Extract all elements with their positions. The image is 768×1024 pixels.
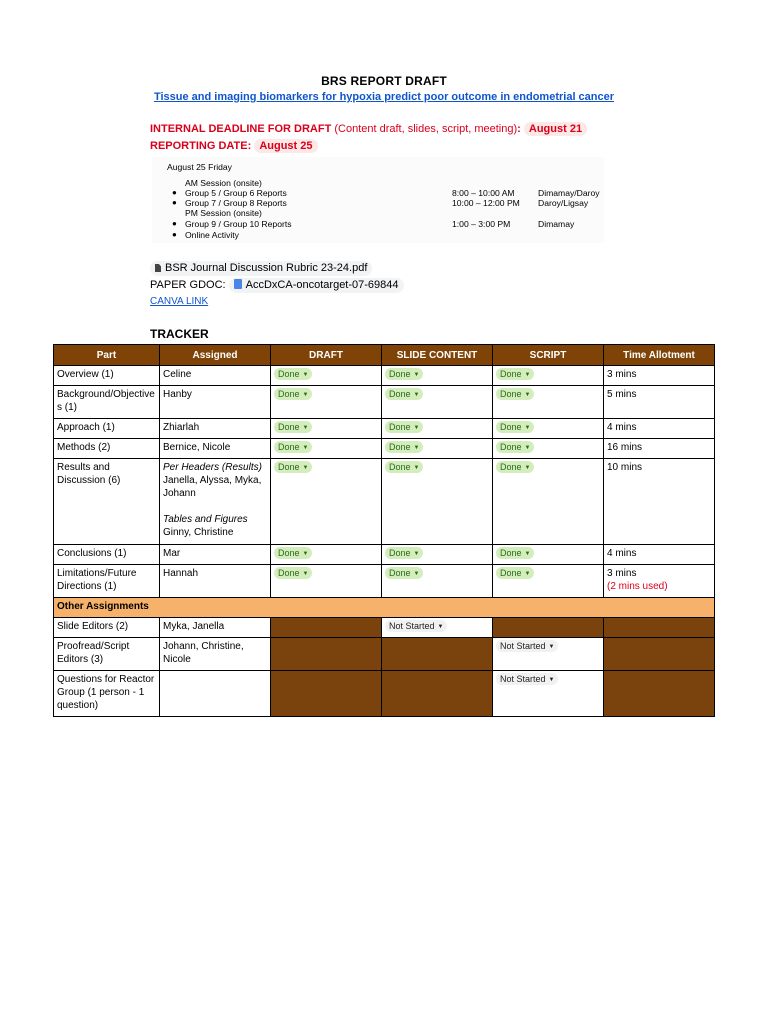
slide-content-cell: [382, 439, 493, 459]
paper-gdoc-label: PAPER GDOC:: [150, 279, 226, 291]
slide-content-cell: [382, 419, 493, 439]
part-cell: Slide Editors (2): [54, 618, 160, 638]
time-cell: 16 mins: [604, 439, 715, 459]
status-chip[interactable]: Done ▼: [274, 421, 312, 433]
draft-cell: [271, 366, 382, 386]
draft-cell: [271, 439, 382, 459]
chevron-down-icon: ▼: [548, 677, 555, 683]
blocked-cell: [271, 671, 382, 717]
tables-figures-assignees: Ginny, Christine: [163, 527, 234, 538]
part-cell: Conclusions (1): [54, 545, 160, 565]
time-cell: [604, 565, 715, 598]
table-row: [54, 419, 715, 439]
chevron-down-icon: ▼: [302, 465, 309, 471]
chevron-down-icon: ▼: [413, 425, 420, 431]
script-cell: [493, 545, 604, 565]
rubric-file-chip[interactable]: [150, 261, 372, 276]
section-row: [54, 598, 715, 618]
schedule-time: 8:00 – 10:00 AM: [452, 188, 515, 198]
table-row: [54, 671, 715, 717]
blocked-cell: [382, 638, 493, 671]
schedule-item: Group 9 / Group 10 Reports: [185, 219, 292, 229]
status-chip[interactable]: Done ▼: [496, 388, 534, 400]
chevron-down-icon: ▼: [302, 445, 309, 451]
bullet-icon: ●: [172, 230, 177, 239]
assigned-cell: Johann, Christine, Nicole: [160, 638, 271, 671]
status-chip[interactable]: Done ▼: [274, 368, 312, 380]
paper-title-link[interactable]: Tissue and imaging biomarkers for hypoxia predict poor outcome in endometrial cancer: [153, 91, 615, 103]
time-cell: 10 mins: [604, 459, 715, 545]
schedule-who: Daroy/Ligsay: [538, 198, 589, 208]
table-row: [54, 565, 715, 598]
schedule-time: 1:00 – 3:00 PM: [452, 219, 511, 229]
status-chip[interactable]: Done ▼: [274, 461, 312, 473]
time-cell: 5 mins: [604, 386, 715, 419]
status-chip[interactable]: Not Started ▼: [496, 673, 558, 685]
status-chip[interactable]: Done ▼: [385, 547, 423, 559]
script-cell: [493, 565, 604, 598]
blocked-cell: [271, 638, 382, 671]
column-header: Time Allotment: [604, 345, 715, 366]
chevron-down-icon: ▼: [548, 644, 555, 650]
slide-content-cell: [382, 459, 493, 545]
rubric-file-name: BSR Journal Discussion Rubric 23-24.pdf: [165, 262, 368, 274]
status-chip[interactable]: Done ▼: [385, 461, 423, 473]
chevron-down-icon: ▼: [302, 425, 309, 431]
chevron-down-icon: ▼: [413, 392, 420, 398]
status-chip[interactable]: Done ▼: [385, 388, 423, 400]
table-row: [54, 618, 715, 638]
blocked-cell: [271, 618, 382, 638]
blocked-cell: [604, 671, 715, 717]
part-cell: Limitations/Future Directions (1): [54, 565, 160, 598]
part-cell: Overview (1): [54, 366, 160, 386]
tables-figures-subheading: Tables and Figures: [163, 514, 248, 525]
draft-cell: [271, 545, 382, 565]
slide-content-cell: [382, 386, 493, 419]
assigned-cell: Hanby: [160, 386, 271, 419]
time-note: (2 mins used): [607, 581, 668, 592]
column-header: DRAFT: [271, 345, 382, 366]
chevron-down-icon: ▼: [413, 571, 420, 577]
part-cell: Methods (2): [54, 439, 160, 459]
status-chip[interactable]: Done ▼: [496, 461, 534, 473]
status-chip[interactable]: Done ▼: [496, 368, 534, 380]
script-cell: [493, 439, 604, 459]
table-row: [54, 638, 715, 671]
deadline-note: (Content draft, slides, script, meeting): [334, 123, 518, 135]
draft-cell: [271, 459, 382, 545]
chevron-down-icon: ▼: [413, 465, 420, 471]
chevron-down-icon: ▼: [437, 624, 444, 630]
column-header: Assigned: [160, 345, 271, 366]
chevron-down-icon: ▼: [413, 551, 420, 557]
chevron-down-icon: ▼: [413, 445, 420, 451]
deadline-label: INTERNAL DEADLINE FOR DRAFT: [150, 123, 332, 135]
status-chip[interactable]: Not Started ▼: [496, 640, 558, 652]
tracker-heading: TRACKER: [150, 327, 209, 341]
time-value: 3 mins: [607, 568, 637, 579]
part-cell: Background/Objectives (1): [54, 386, 160, 419]
assigned-cell: Myka, Janella: [160, 618, 271, 638]
draft-cell: [271, 386, 382, 419]
status-chip[interactable]: Not Started ▼: [385, 620, 447, 632]
script-cell: [493, 366, 604, 386]
pm-session-label: PM Session (onsite): [185, 208, 262, 218]
tracker-table: [53, 344, 715, 717]
status-chip[interactable]: Done ▼: [385, 421, 423, 433]
status-chip[interactable]: Done ▼: [385, 441, 423, 453]
am-session-label: AM Session (onsite): [185, 178, 262, 188]
time-cell: 3 mins: [604, 366, 715, 386]
status-chip[interactable]: Done ▼: [385, 567, 423, 579]
chevron-down-icon: ▼: [524, 571, 531, 577]
paper-gdoc-line: [150, 278, 404, 293]
internal-deadline-line: [150, 123, 587, 135]
chevron-down-icon: ▼: [302, 372, 309, 378]
rubric-file-line: [150, 261, 372, 276]
bullet-icon: ●: [172, 198, 177, 207]
column-header: SLIDE CONTENT: [382, 345, 493, 366]
bullet-icon: ●: [172, 219, 177, 228]
slide-content-cell: [382, 545, 493, 565]
chevron-down-icon: ▼: [413, 372, 420, 378]
blocked-cell: [604, 618, 715, 638]
schedule-pm-row: [152, 208, 604, 219]
chevron-down-icon: ▼: [302, 551, 309, 557]
column-header: SCRIPT: [493, 345, 604, 366]
reporting-label: REPORTING DATE:: [150, 140, 252, 152]
draft-cell: [271, 565, 382, 598]
page-title: BRS REPORT DRAFT: [321, 74, 447, 88]
status-chip[interactable]: Done ▼: [274, 441, 312, 453]
time-cell: 4 mins: [604, 419, 715, 439]
chevron-down-icon: ▼: [302, 392, 309, 398]
slide-content-cell: [382, 565, 493, 598]
chevron-down-icon: ▼: [302, 571, 309, 577]
part-cell: Approach (1): [54, 419, 160, 439]
slide-content-cell: [382, 366, 493, 386]
table-row: [54, 386, 715, 419]
blocked-cell: [493, 618, 604, 638]
chevron-down-icon: ▼: [524, 425, 531, 431]
assigned-cell: Zhiarlah: [160, 419, 271, 439]
status-chip[interactable]: Done ▼: [496, 421, 534, 433]
deadline-colon: :: [517, 123, 521, 135]
table-row: [54, 545, 715, 565]
tracker-header-row: [54, 345, 715, 366]
bullet-icon: ●: [172, 188, 177, 197]
assigned-cell: [160, 671, 271, 717]
assigned-cell: Celine: [160, 366, 271, 386]
schedule-image: [152, 157, 604, 243]
results-assignees: Janella, Alyssa, Myka, Johann: [163, 475, 262, 499]
part-cell: Questions for Reactor Group (1 person - 1 question): [54, 671, 160, 717]
schedule-time: 10:00 – 12:00 PM: [452, 198, 520, 208]
schedule-who: Dimamay/Daroy: [538, 188, 600, 198]
schedule-item: Group 7 / Group 8 Reports: [185, 198, 287, 208]
file-icon: [155, 264, 161, 272]
status-chip[interactable]: Done ▼: [496, 567, 534, 579]
table-row: [54, 439, 715, 459]
chevron-down-icon: ▼: [524, 551, 531, 557]
schedule-who: Dimamay: [538, 219, 575, 229]
status-chip[interactable]: Done ▼: [496, 441, 534, 453]
other-assignments-header: Other Assignments: [54, 598, 715, 618]
script-cell: [493, 386, 604, 419]
table-row: [54, 459, 715, 545]
paper-doc-name: AccDxCA-oncotarget-07-69844: [245, 279, 399, 291]
assigned-cell: Mar: [160, 545, 271, 565]
status-chip[interactable]: Done ▼: [385, 368, 423, 380]
assigned-cell: Hannah: [160, 565, 271, 598]
deadline-date-chip[interactable]: August 21: [524, 122, 587, 136]
status-chip[interactable]: Done ▼: [274, 567, 312, 579]
chevron-down-icon: ▼: [524, 465, 531, 471]
results-subheading: Per Headers (Results): [163, 462, 262, 473]
chevron-down-icon: ▼: [524, 445, 531, 451]
chevron-down-icon: ▼: [524, 372, 531, 378]
reporting-date-chip[interactable]: August 25: [254, 139, 317, 153]
table-row: [54, 366, 715, 386]
blocked-cell: [382, 671, 493, 717]
draft-cell: [271, 419, 382, 439]
blocked-cell: [604, 638, 715, 671]
script-cell: [493, 419, 604, 439]
assigned-cell: Bernice, Nicole: [160, 439, 271, 459]
schedule-item: Online Activity: [185, 230, 239, 240]
assigned-cell: [160, 459, 271, 545]
schedule-row: [152, 230, 604, 241]
paper-doc-chip[interactable]: [229, 278, 404, 293]
google-doc-icon: [234, 279, 242, 289]
status-chip[interactable]: Done ▼: [496, 547, 534, 559]
time-cell: 4 mins: [604, 545, 715, 565]
reporting-date-line: [150, 140, 318, 152]
part-cell: Proofread/Script Editors (3): [54, 638, 160, 671]
script-cell: [493, 671, 604, 717]
schedule-row: [152, 219, 604, 230]
schedule-item: Group 5 / Group 6 Reports: [185, 188, 287, 198]
part-cell: Results and Discussion (6): [54, 459, 160, 545]
canva-link[interactable]: CANVA LINK: [150, 296, 209, 307]
slide-content-cell: [382, 618, 493, 638]
column-header: Part: [54, 345, 160, 366]
status-chip[interactable]: Done ▼: [274, 547, 312, 559]
schedule-heading: August 25 Friday: [167, 162, 232, 172]
chevron-down-icon: ▼: [524, 392, 531, 398]
script-cell: [493, 459, 604, 545]
script-cell: [493, 638, 604, 671]
status-chip[interactable]: Done ▼: [274, 388, 312, 400]
